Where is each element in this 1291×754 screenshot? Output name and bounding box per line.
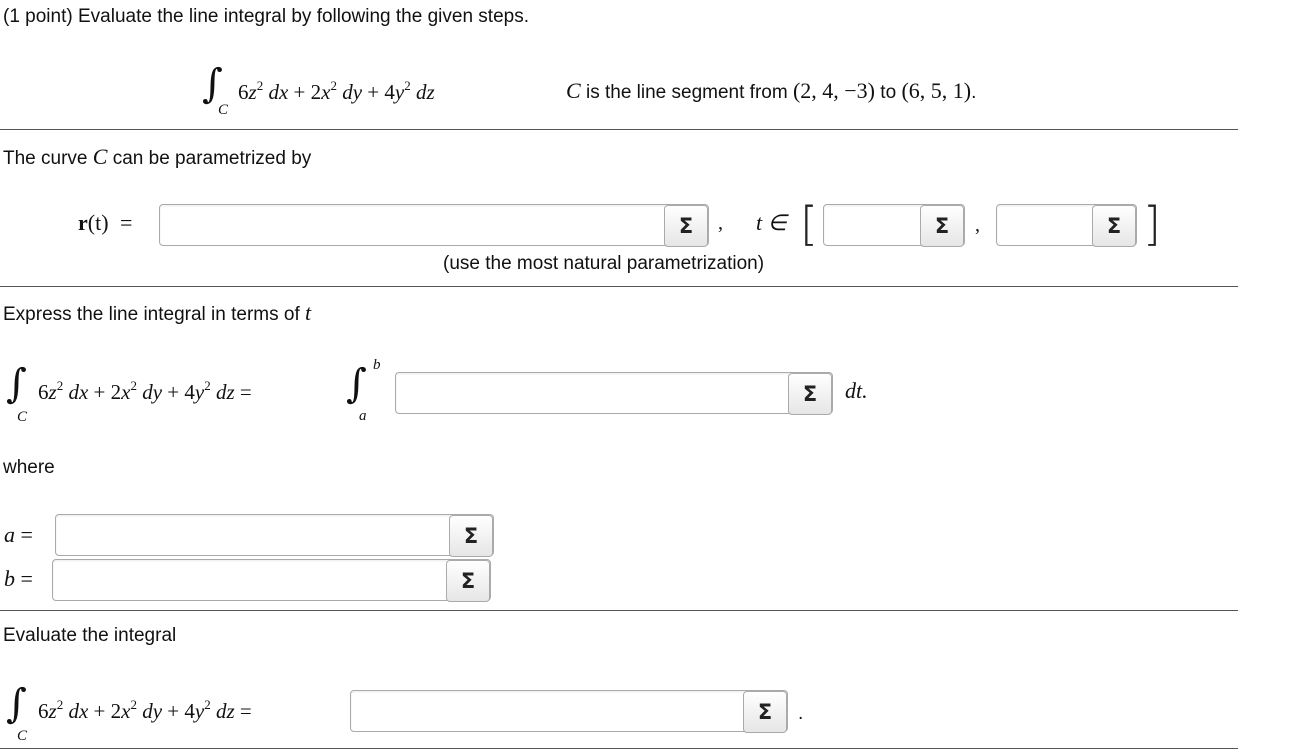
divider <box>0 129 1238 130</box>
problem-prompt: Evaluate the line integral by following the given steps. <box>77 6 529 27</box>
a-sigma-button[interactable]: Σ <box>449 515 493 557</box>
a-input[interactable] <box>56 515 493 555</box>
lhs-integral-sign: ∫ <box>6 361 27 407</box>
dt-label: dt. <box>845 378 868 403</box>
b-field <box>52 559 491 601</box>
open-bracket: [ <box>800 197 818 251</box>
integrand-expression: $6z^2$ dx + $2x^2$ dy + $4y^2$ dz <box>238 78 435 104</box>
t-in-label: t ∈ <box>756 210 787 235</box>
r-input-field <box>159 204 709 246</box>
start-point: (2, 4, −3) <box>792 78 876 103</box>
integrand-sigma-button[interactable]: Σ <box>788 373 832 415</box>
comma-separator: , <box>718 212 723 234</box>
rhs-integral-sign: ∫ <box>346 361 367 407</box>
b-label: b = <box>4 566 33 591</box>
problem-integral <box>202 61 223 107</box>
t-end-field <box>996 204 1137 246</box>
a-label: a = <box>4 522 33 547</box>
lhs-expression: $6z^2$ dx + $2x^2$ dy + $4y^2$ dz = <box>38 378 252 404</box>
r-sigma-button[interactable]: Σ <box>664 205 708 247</box>
b-sigma-button[interactable]: Σ <box>446 560 490 602</box>
integral-subscript: C <box>218 102 229 118</box>
curve-var: C <box>566 78 581 103</box>
param-hint: (use the most natural parametrization) <box>443 253 765 274</box>
param-label: The curve C can be parametrized by <box>3 144 312 169</box>
eval-expression: $6z^2$ dx + $2x^2$ dy + $4y^2$ dz = <box>38 697 252 723</box>
a-field <box>55 514 494 556</box>
integral-sign: ∫ <box>202 61 223 107</box>
lower-limit: a <box>359 408 367 424</box>
eval-subscript: C <box>17 728 28 744</box>
close-bracket: ] <box>1143 197 1161 251</box>
end-point: (6, 5, 1) <box>901 78 972 103</box>
divider <box>0 610 1238 611</box>
curve-description: C is the line segment from (2, 4, −3) to (6, 5, 1). <box>566 78 977 103</box>
t-end-sigma-button[interactable]: Σ <box>1092 205 1136 247</box>
curve-desc-text: is the line segment from <box>585 82 788 103</box>
eval-integral-sign: ∫ <box>6 681 27 727</box>
comma-separator: , <box>975 214 980 236</box>
problem-header <box>3 6 529 28</box>
result-period: . <box>798 703 804 724</box>
evaluate-label: Evaluate the integral <box>3 625 177 646</box>
divider <box>0 748 1238 749</box>
b-input[interactable] <box>53 560 490 600</box>
t-start-sigma-button[interactable]: Σ <box>920 205 964 247</box>
divider <box>0 286 1238 287</box>
integrand-field <box>395 372 833 414</box>
integrand-input[interactable] <box>396 373 832 413</box>
r-label: r(t) = <box>78 210 133 235</box>
where-label: where <box>3 457 55 478</box>
t-start-field <box>823 204 965 246</box>
express-label: Express the line integral in terms of t <box>3 300 312 325</box>
lhs-subscript: C <box>17 409 28 425</box>
r-input[interactable] <box>160 205 708 245</box>
result-sigma-button[interactable]: Σ <box>743 691 787 733</box>
points-label: (1 point) <box>3 6 73 27</box>
upper-limit: b <box>373 357 381 373</box>
result-input[interactable] <box>351 691 787 731</box>
result-field <box>350 690 788 732</box>
to-text: to <box>880 82 897 103</box>
